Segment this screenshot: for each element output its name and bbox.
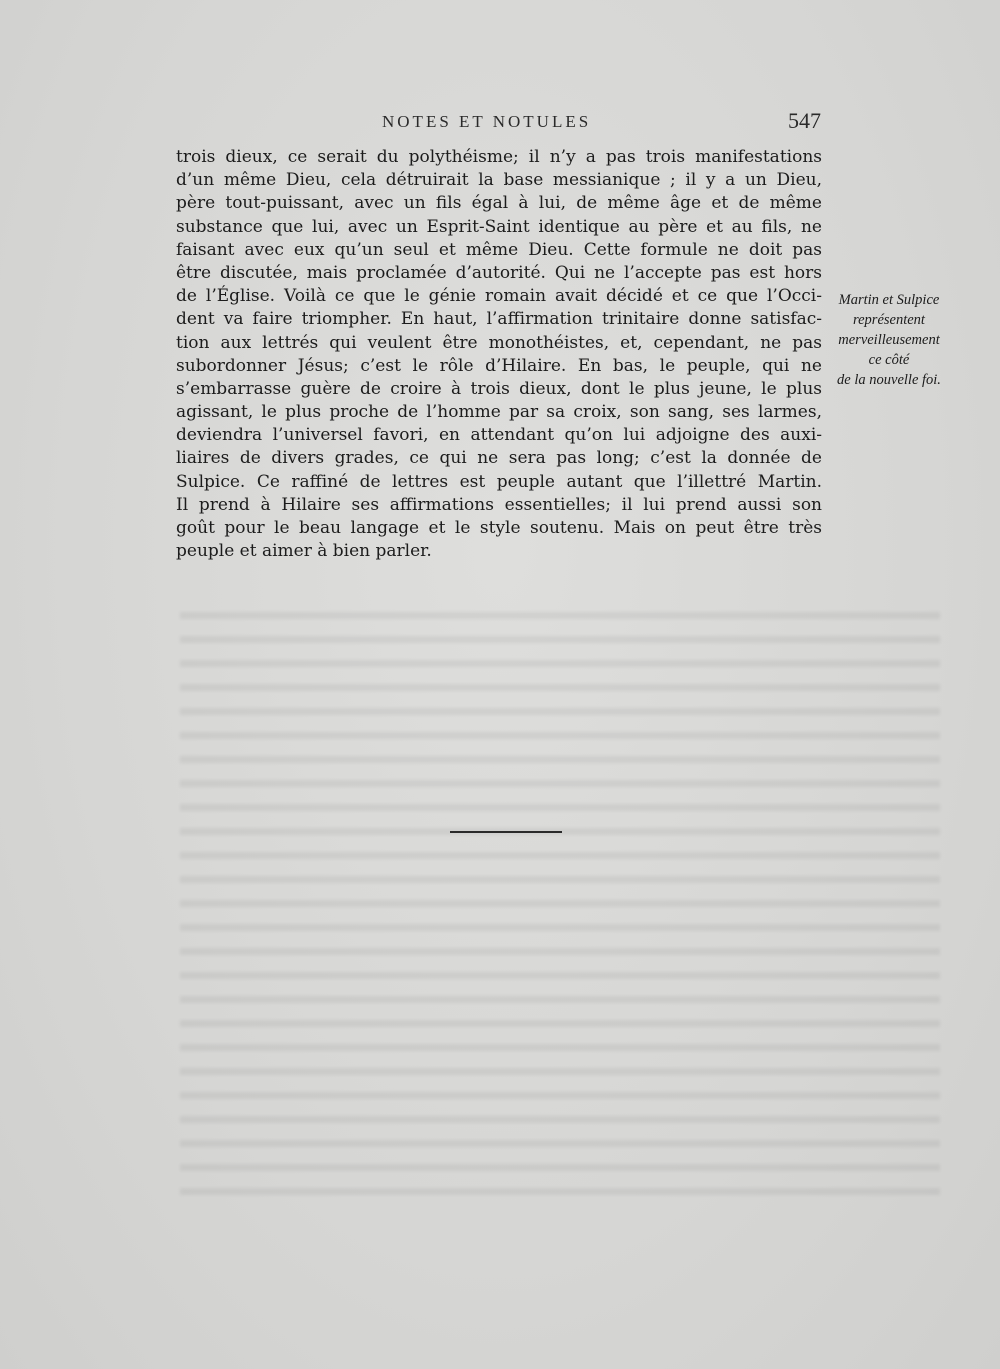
text-line: dent va faire triompher. En haut, l’affirmation trinitaire donne satisfac- bbox=[176, 309, 822, 330]
running-head bbox=[175, 108, 825, 136]
text-line: liaires de divers grades, ce qui ne sera pas long; c’est la donnée de bbox=[176, 448, 822, 469]
text-line: agissant, le plus proche de l’homme par sa croix, son sang, ses larmes, bbox=[176, 402, 822, 423]
text-line: d’un même Dieu, cela détruirait la base messianique ; il y a un Dieu, bbox=[176, 170, 822, 191]
margin-note-line: ce côté bbox=[868, 352, 910, 368]
page-number: 547 bbox=[788, 108, 821, 133]
text-line: subordonner Jésus; c’est le rôle d’Hilaire. En bas, le peuple, qui ne bbox=[176, 355, 822, 376]
text-line: deviendra l’universel favori, en attendant qu’on lui adjoigne des auxi- bbox=[176, 425, 822, 446]
text-line: s’embarrasse guère de croire à trois dieux, dont le plus jeune, le plus bbox=[176, 378, 822, 399]
text-line: être discutée, mais proclamée d’autorité. Qui ne l’accepte pas est hors bbox=[176, 262, 822, 283]
text-line: faisant avec eux qu’un seul et même Dieu. Cette formule ne doit pas bbox=[176, 239, 822, 260]
bleed-through-texture bbox=[180, 600, 940, 1200]
text-line: substance que lui, avec un Esprit-Saint identique au père et au fils, ne bbox=[176, 216, 822, 237]
margin-note bbox=[826, 290, 952, 390]
text-line: de l’Église. Voilà ce que le génie romain avait décidé et ce que l’Occi- bbox=[176, 286, 822, 307]
body-paragraph bbox=[176, 146, 822, 563]
text-line: tion aux lettrés qui veulent être monothéistes, et, cependant, ne pas bbox=[176, 332, 822, 353]
text-line-last: peuple et aimer à bien parler. bbox=[176, 541, 432, 562]
text-line: Il prend à Hilaire ses affirmations essentielles; il lui prend aussi son bbox=[176, 494, 822, 515]
margin-note-line: merveilleusement bbox=[838, 332, 940, 348]
margin-note-line: Martin et Sulpice bbox=[838, 292, 940, 308]
margin-note-line: de la nouvelle foi. bbox=[837, 372, 941, 388]
text-line: Sulpice. Ce raffiné de lettres est peuple autant que l’illettré Martin. bbox=[176, 471, 822, 492]
running-title: NOTES ET NOTULES bbox=[382, 112, 592, 131]
margin-note-line: représentent bbox=[853, 312, 925, 328]
text-line: trois dieux, ce serait du polythéisme; il n’y a pas trois manifestations bbox=[176, 147, 822, 167]
section-end-rule bbox=[450, 831, 562, 833]
text-line: goût pour le beau langage et le style soutenu. Mais on peut être très bbox=[176, 518, 822, 538]
text-line: père tout-puissant, avec un fils égal à lui, de même âge et de même bbox=[176, 193, 822, 214]
